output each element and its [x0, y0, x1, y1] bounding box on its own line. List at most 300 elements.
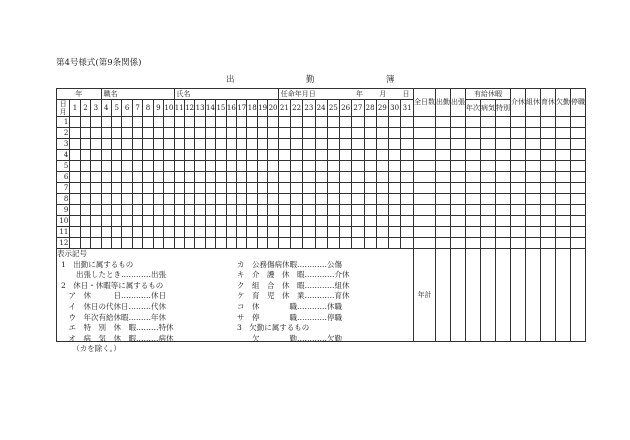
entry-cell[interactable] — [511, 117, 526, 128]
entry-cell[interactable] — [101, 238, 111, 249]
entry-cell[interactable] — [80, 128, 90, 139]
entry-cell[interactable] — [153, 172, 163, 183]
entry-cell[interactable] — [541, 194, 556, 205]
entry-cell[interactable] — [91, 205, 101, 216]
entry-cell[interactable] — [303, 139, 315, 150]
annual-total-value[interactable] — [541, 249, 556, 342]
entry-cell[interactable] — [401, 139, 414, 150]
annual-total-value[interactable] — [526, 249, 541, 342]
entry-cell[interactable] — [414, 205, 436, 216]
entry-cell[interactable] — [174, 194, 184, 205]
entry-cell[interactable] — [132, 183, 142, 194]
entry-cell[interactable] — [451, 205, 466, 216]
entry-cell[interactable] — [556, 161, 571, 172]
entry-cell[interactable] — [481, 205, 496, 216]
entry-cell[interactable] — [466, 194, 481, 205]
entry-cell[interactable] — [340, 172, 352, 183]
entry-cell[interactable] — [556, 139, 571, 150]
entry-cell[interactable] — [451, 183, 466, 194]
entry-cell[interactable] — [184, 227, 194, 238]
entry-cell[interactable] — [268, 227, 278, 238]
entry-cell[interactable] — [257, 205, 267, 216]
entry-cell[interactable] — [352, 216, 364, 227]
entry-cell[interactable] — [80, 238, 90, 249]
entry-cell[interactable] — [303, 172, 315, 183]
entry-cell[interactable] — [352, 117, 364, 128]
entry-cell[interactable] — [327, 205, 339, 216]
entry-cell[interactable] — [327, 194, 339, 205]
entry-cell[interactable] — [164, 172, 174, 183]
entry-cell[interactable] — [291, 172, 303, 183]
entry-cell[interactable] — [257, 117, 267, 128]
entry-cell[interactable] — [164, 238, 174, 249]
entry-cell[interactable] — [247, 205, 257, 216]
entry-cell[interactable] — [70, 161, 80, 172]
entry-cell[interactable] — [571, 216, 586, 227]
entry-cell[interactable] — [195, 139, 205, 150]
entry-cell[interactable] — [376, 150, 388, 161]
entry-cell[interactable] — [556, 205, 571, 216]
entry-cell[interactable] — [511, 172, 526, 183]
entry-cell[interactable] — [247, 183, 257, 194]
entry-cell[interactable] — [541, 128, 556, 139]
entry-cell[interactable] — [303, 150, 315, 161]
entry-cell[interactable] — [237, 227, 247, 238]
entry-cell[interactable] — [226, 128, 236, 139]
entry-cell[interactable] — [327, 227, 339, 238]
entry-cell[interactable] — [401, 194, 414, 205]
entry-cell[interactable] — [278, 183, 290, 194]
entry-cell[interactable] — [184, 117, 194, 128]
entry-cell[interactable] — [352, 205, 364, 216]
entry-cell[interactable] — [541, 172, 556, 183]
entry-cell[interactable] — [132, 238, 142, 249]
entry-cell[interactable] — [164, 150, 174, 161]
entry-cell[interactable] — [112, 183, 122, 194]
entry-cell[interactable] — [414, 161, 436, 172]
entry-cell[interactable] — [237, 150, 247, 161]
entry-cell[interactable] — [291, 238, 303, 249]
entry-cell[interactable] — [436, 139, 451, 150]
entry-cell[interactable] — [132, 194, 142, 205]
entry-cell[interactable] — [112, 128, 122, 139]
entry-cell[interactable] — [376, 205, 388, 216]
entry-cell[interactable] — [226, 183, 236, 194]
entry-cell[interactable] — [364, 205, 376, 216]
entry-cell[interactable] — [195, 227, 205, 238]
entry-cell[interactable] — [303, 183, 315, 194]
entry-cell[interactable] — [556, 216, 571, 227]
entry-cell[interactable] — [303, 161, 315, 172]
entry-cell[interactable] — [268, 205, 278, 216]
annual-total-value[interactable] — [481, 249, 496, 342]
entry-cell[interactable] — [376, 128, 388, 139]
entry-cell[interactable] — [101, 139, 111, 150]
entry-cell[interactable] — [481, 117, 496, 128]
entry-cell[interactable] — [247, 227, 257, 238]
entry-cell[interactable] — [401, 128, 414, 139]
entry-cell[interactable] — [291, 194, 303, 205]
entry-cell[interactable] — [164, 216, 174, 227]
entry-cell[interactable] — [226, 205, 236, 216]
entry-cell[interactable] — [389, 238, 401, 249]
entry-cell[interactable] — [132, 139, 142, 150]
entry-cell[interactable] — [451, 216, 466, 227]
entry-cell[interactable] — [122, 183, 132, 194]
entry-cell[interactable] — [541, 183, 556, 194]
entry-cell[interactable] — [143, 117, 153, 128]
entry-cell[interactable] — [291, 183, 303, 194]
entry-cell[interactable] — [451, 117, 466, 128]
entry-cell[interactable] — [511, 128, 526, 139]
entry-cell[interactable] — [436, 117, 451, 128]
entry-cell[interactable] — [511, 205, 526, 216]
entry-cell[interactable] — [132, 161, 142, 172]
entry-cell[interactable] — [481, 194, 496, 205]
entry-cell[interactable] — [389, 117, 401, 128]
entry-cell[interactable] — [216, 128, 226, 139]
entry-cell[interactable] — [153, 150, 163, 161]
entry-cell[interactable] — [80, 172, 90, 183]
entry-cell[interactable] — [364, 172, 376, 183]
entry-cell[interactable] — [184, 128, 194, 139]
entry-cell[interactable] — [389, 172, 401, 183]
entry-cell[interactable] — [340, 205, 352, 216]
entry-cell[interactable] — [257, 128, 267, 139]
entry-cell[interactable] — [436, 227, 451, 238]
entry-cell[interactable] — [247, 172, 257, 183]
entry-cell[interactable] — [257, 238, 267, 249]
entry-cell[interactable] — [70, 205, 80, 216]
entry-cell[interactable] — [327, 128, 339, 139]
entry-cell[interactable] — [195, 205, 205, 216]
annual-total-value[interactable] — [466, 249, 481, 342]
entry-cell[interactable] — [112, 139, 122, 150]
entry-cell[interactable] — [80, 150, 90, 161]
entry-cell[interactable] — [481, 128, 496, 139]
entry-cell[interactable] — [327, 238, 339, 249]
entry-cell[interactable] — [257, 227, 267, 238]
entry-cell[interactable] — [526, 139, 541, 150]
entry-cell[interactable] — [174, 216, 184, 227]
entry-cell[interactable] — [376, 238, 388, 249]
entry-cell[interactable] — [291, 117, 303, 128]
entry-cell[interactable] — [466, 172, 481, 183]
entry-cell[interactable] — [164, 205, 174, 216]
entry-cell[interactable] — [257, 150, 267, 161]
entry-cell[interactable] — [571, 183, 586, 194]
entry-cell[interactable] — [143, 161, 153, 172]
entry-cell[interactable] — [143, 172, 153, 183]
entry-cell[interactable] — [91, 139, 101, 150]
entry-cell[interactable] — [164, 139, 174, 150]
annual-total-value[interactable] — [496, 249, 511, 342]
entry-cell[interactable] — [226, 227, 236, 238]
entry-cell[interactable] — [315, 238, 327, 249]
entry-cell[interactable] — [327, 161, 339, 172]
entry-cell[interactable] — [112, 161, 122, 172]
entry-cell[interactable] — [91, 183, 101, 194]
entry-cell[interactable] — [401, 238, 414, 249]
entry-cell[interactable] — [70, 227, 80, 238]
entry-cell[interactable] — [132, 227, 142, 238]
entry-cell[interactable] — [226, 238, 236, 249]
entry-cell[interactable] — [91, 117, 101, 128]
entry-cell[interactable] — [112, 117, 122, 128]
entry-cell[interactable] — [184, 172, 194, 183]
entry-cell[interactable] — [352, 183, 364, 194]
entry-cell[interactable] — [80, 161, 90, 172]
entry-cell[interactable] — [376, 117, 388, 128]
entry-cell[interactable] — [526, 205, 541, 216]
entry-cell[interactable] — [526, 128, 541, 139]
entry-cell[interactable] — [153, 117, 163, 128]
entry-cell[interactable] — [164, 183, 174, 194]
entry-cell[interactable] — [511, 139, 526, 150]
entry-cell[interactable] — [226, 194, 236, 205]
entry-cell[interactable] — [352, 139, 364, 150]
entry-cell[interactable] — [340, 139, 352, 150]
entry-cell[interactable] — [364, 183, 376, 194]
entry-cell[interactable] — [451, 150, 466, 161]
entry-cell[interactable] — [216, 194, 226, 205]
entry-cell[interactable] — [364, 216, 376, 227]
entry-cell[interactable] — [466, 150, 481, 161]
entry-cell[interactable] — [164, 161, 174, 172]
annual-total-value[interactable] — [511, 249, 526, 342]
entry-cell[interactable] — [153, 216, 163, 227]
entry-cell[interactable] — [364, 194, 376, 205]
entry-cell[interactable] — [541, 227, 556, 238]
entry-cell[interactable] — [481, 139, 496, 150]
entry-cell[interactable] — [526, 150, 541, 161]
entry-cell[interactable] — [466, 205, 481, 216]
entry-cell[interactable] — [511, 183, 526, 194]
entry-cell[interactable] — [315, 150, 327, 161]
entry-cell[interactable] — [112, 216, 122, 227]
entry-cell[interactable] — [184, 194, 194, 205]
entry-cell[interactable] — [205, 205, 215, 216]
entry-cell[interactable] — [257, 183, 267, 194]
entry-cell[interactable] — [112, 150, 122, 161]
entry-cell[interactable] — [101, 172, 111, 183]
entry-cell[interactable] — [401, 205, 414, 216]
entry-cell[interactable] — [541, 139, 556, 150]
entry-cell[interactable] — [291, 128, 303, 139]
entry-cell[interactable] — [466, 238, 481, 249]
entry-cell[interactable] — [511, 227, 526, 238]
entry-cell[interactable] — [291, 216, 303, 227]
entry-cell[interactable] — [436, 161, 451, 172]
entry-cell[interactable] — [451, 139, 466, 150]
entry-cell[interactable] — [174, 117, 184, 128]
entry-cell[interactable] — [481, 216, 496, 227]
entry-cell[interactable] — [401, 227, 414, 238]
entry-cell[interactable] — [315, 128, 327, 139]
entry-cell[interactable] — [278, 128, 290, 139]
entry-cell[interactable] — [80, 227, 90, 238]
entry-cell[interactable] — [496, 238, 511, 249]
entry-cell[interactable] — [278, 117, 290, 128]
entry-cell[interactable] — [70, 216, 80, 227]
entry-cell[interactable] — [268, 172, 278, 183]
entry-cell[interactable] — [466, 183, 481, 194]
entry-cell[interactable] — [466, 117, 481, 128]
entry-cell[interactable] — [237, 194, 247, 205]
entry-cell[interactable] — [556, 128, 571, 139]
entry-cell[interactable] — [466, 128, 481, 139]
entry-cell[interactable] — [184, 150, 194, 161]
entry-cell[interactable] — [132, 216, 142, 227]
entry-cell[interactable] — [414, 216, 436, 227]
entry-cell[interactable] — [268, 183, 278, 194]
entry-cell[interactable] — [70, 128, 80, 139]
entry-cell[interactable] — [153, 161, 163, 172]
entry-cell[interactable] — [511, 216, 526, 227]
entry-cell[interactable] — [205, 183, 215, 194]
entry-cell[interactable] — [112, 172, 122, 183]
entry-cell[interactable] — [376, 216, 388, 227]
entry-cell[interactable] — [541, 150, 556, 161]
entry-cell[interactable] — [268, 117, 278, 128]
entry-cell[interactable] — [571, 139, 586, 150]
entry-cell[interactable] — [436, 128, 451, 139]
entry-cell[interactable] — [91, 128, 101, 139]
entry-cell[interactable] — [278, 150, 290, 161]
entry-cell[interactable] — [303, 238, 315, 249]
entry-cell[interactable] — [226, 161, 236, 172]
entry-cell[interactable] — [216, 172, 226, 183]
entry-cell[interactable] — [303, 216, 315, 227]
entry-cell[interactable] — [101, 227, 111, 238]
entry-cell[interactable] — [414, 227, 436, 238]
entry-cell[interactable] — [184, 216, 194, 227]
entry-cell[interactable] — [70, 172, 80, 183]
entry-cell[interactable] — [436, 216, 451, 227]
entry-cell[interactable] — [195, 216, 205, 227]
entry-cell[interactable] — [376, 194, 388, 205]
entry-cell[interactable] — [153, 139, 163, 150]
entry-cell[interactable] — [205, 117, 215, 128]
entry-cell[interactable] — [556, 194, 571, 205]
entry-cell[interactable] — [91, 172, 101, 183]
entry-cell[interactable] — [481, 238, 496, 249]
entry-cell[interactable] — [414, 117, 436, 128]
entry-cell[interactable] — [122, 216, 132, 227]
entry-cell[interactable] — [340, 128, 352, 139]
entry-cell[interactable] — [122, 227, 132, 238]
entry-cell[interactable] — [414, 128, 436, 139]
entry-cell[interactable] — [153, 194, 163, 205]
entry-cell[interactable] — [184, 183, 194, 194]
entry-cell[interactable] — [364, 150, 376, 161]
entry-cell[interactable] — [364, 161, 376, 172]
entry-cell[interactable] — [268, 161, 278, 172]
entry-cell[interactable] — [153, 227, 163, 238]
entry-cell[interactable] — [268, 238, 278, 249]
entry-cell[interactable] — [101, 183, 111, 194]
entry-cell[interactable] — [247, 139, 257, 150]
entry-cell[interactable] — [164, 117, 174, 128]
entry-cell[interactable] — [70, 194, 80, 205]
entry-cell[interactable] — [414, 139, 436, 150]
entry-cell[interactable] — [278, 194, 290, 205]
entry-cell[interactable] — [122, 161, 132, 172]
entry-cell[interactable] — [526, 183, 541, 194]
entry-cell[interactable] — [122, 194, 132, 205]
entry-cell[interactable] — [184, 205, 194, 216]
entry-cell[interactable] — [327, 150, 339, 161]
entry-cell[interactable] — [414, 150, 436, 161]
entry-cell[interactable] — [352, 150, 364, 161]
entry-cell[interactable] — [291, 150, 303, 161]
entry-cell[interactable] — [376, 227, 388, 238]
entry-cell[interactable] — [376, 161, 388, 172]
entry-cell[interactable] — [526, 227, 541, 238]
entry-cell[interactable] — [327, 117, 339, 128]
entry-cell[interactable] — [389, 139, 401, 150]
entry-cell[interactable] — [278, 205, 290, 216]
entry-cell[interactable] — [216, 227, 226, 238]
entry-cell[interactable] — [174, 205, 184, 216]
entry-cell[interactable] — [184, 139, 194, 150]
entry-cell[interactable] — [291, 227, 303, 238]
entry-cell[interactable] — [247, 238, 257, 249]
entry-cell[interactable] — [327, 183, 339, 194]
entry-cell[interactable] — [389, 227, 401, 238]
entry-cell[interactable] — [174, 161, 184, 172]
entry-cell[interactable] — [401, 216, 414, 227]
entry-cell[interactable] — [496, 161, 511, 172]
entry-cell[interactable] — [91, 194, 101, 205]
entry-cell[interactable] — [352, 128, 364, 139]
entry-cell[interactable] — [268, 139, 278, 150]
entry-cell[interactable] — [511, 238, 526, 249]
entry-cell[interactable] — [315, 172, 327, 183]
entry-cell[interactable] — [268, 216, 278, 227]
entry-cell[interactable] — [389, 216, 401, 227]
entry-cell[interactable] — [91, 238, 101, 249]
entry-cell[interactable] — [340, 161, 352, 172]
entry-cell[interactable] — [143, 205, 153, 216]
entry-cell[interactable] — [526, 117, 541, 128]
entry-cell[interactable] — [216, 216, 226, 227]
entry-cell[interactable] — [436, 205, 451, 216]
entry-cell[interactable] — [122, 172, 132, 183]
entry-cell[interactable] — [451, 128, 466, 139]
entry-cell[interactable] — [205, 172, 215, 183]
entry-cell[interactable] — [389, 128, 401, 139]
entry-cell[interactable] — [364, 227, 376, 238]
entry-cell[interactable] — [174, 183, 184, 194]
entry-cell[interactable] — [315, 194, 327, 205]
entry-cell[interactable] — [112, 238, 122, 249]
entry-cell[interactable] — [278, 139, 290, 150]
entry-cell[interactable] — [571, 238, 586, 249]
entry-cell[interactable] — [496, 139, 511, 150]
entry-cell[interactable] — [205, 194, 215, 205]
entry-cell[interactable] — [451, 172, 466, 183]
entry-cell[interactable] — [122, 128, 132, 139]
entry-cell[interactable] — [327, 172, 339, 183]
entry-cell[interactable] — [132, 128, 142, 139]
entry-cell[interactable] — [70, 183, 80, 194]
entry-cell[interactable] — [526, 238, 541, 249]
entry-cell[interactable] — [571, 205, 586, 216]
entry-cell[interactable] — [143, 128, 153, 139]
entry-cell[interactable] — [327, 139, 339, 150]
entry-cell[interactable] — [376, 139, 388, 150]
